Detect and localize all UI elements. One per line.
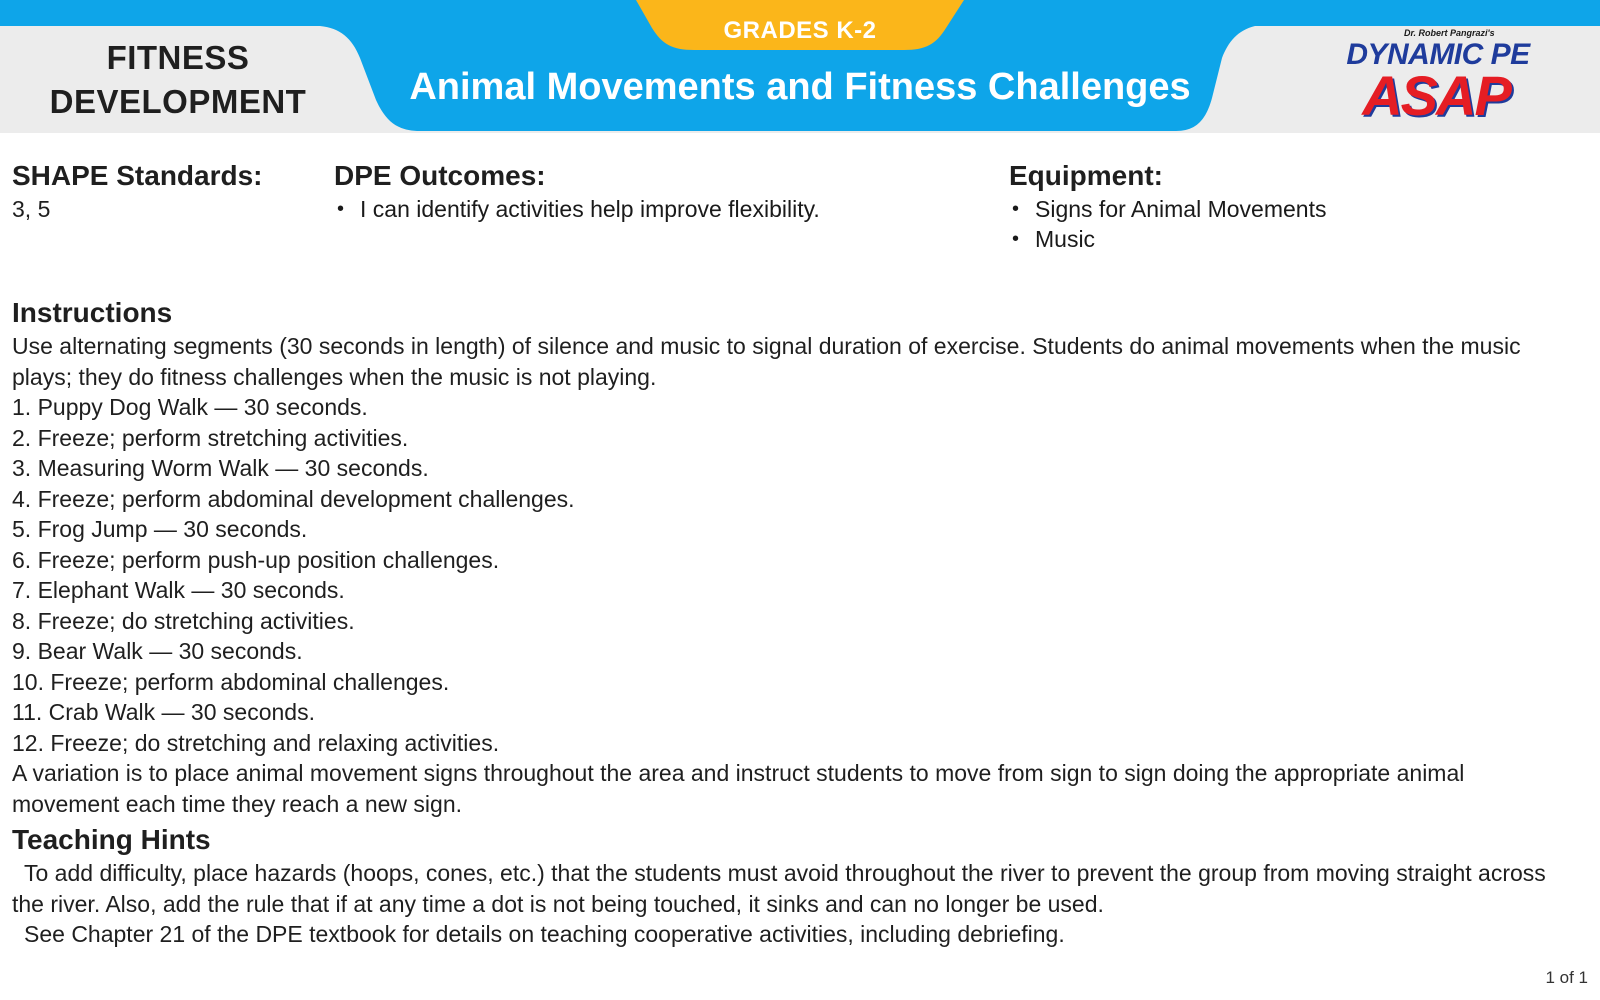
shape-standards-section xyxy=(12,158,312,224)
dpe-outcomes-list xyxy=(334,194,974,224)
bullet-icon: • xyxy=(337,198,345,220)
logo-brand: DYNAMIC PE xyxy=(1346,38,1530,71)
section-title xyxy=(20,36,336,124)
shape-standards-heading: SHAPE Standards: xyxy=(12,160,263,191)
list-item: 3. Measuring Worm Walk — 30 seconds. xyxy=(12,455,429,481)
list-item: 1. Puppy Dog Walk — 30 seconds. xyxy=(12,394,368,420)
list-item: 4. Freeze; perform abdominal development challenges. xyxy=(12,485,575,512)
list-item: • Music xyxy=(1012,226,1096,252)
teaching-hints-paragraph: To add difficulty, place hazards (hoops, cones, etc.) that the students must avoid throughout the river to prevent the group from moving straight across the river. Also, add the rule that if at any time a dot is not being touched, it sinks and can no longer be used. xyxy=(12,860,1546,917)
list-item: 10. Freeze; perform abdominal challenges. xyxy=(12,668,450,695)
list-item: 9. Bear Walk — 30 seconds. xyxy=(12,638,303,664)
list-item: • Signs for Animal Movements xyxy=(1012,196,1327,222)
dpe-outcomes-section xyxy=(334,158,974,224)
list-item: 8. Freeze; do stretching activities. xyxy=(12,607,355,634)
instructions-heading: Instructions xyxy=(12,297,173,328)
teaching-hints-heading: Teaching Hints xyxy=(12,824,211,855)
page-title: Animal Movements and Fitness Challenges xyxy=(409,66,1191,108)
list-item: 5. Frog Jump — 30 seconds. xyxy=(12,516,308,542)
shape-standards-value: 3, 5 xyxy=(12,196,51,222)
page-number: 1 of 1 xyxy=(1545,968,1588,987)
dpe-outcomes-heading: DPE Outcomes: xyxy=(334,160,546,191)
instructions-intro: Use alternating segments (30 seconds in length) of silence and music to signal duration of exercise. Students do animal movements when the music plays; they do fitness challenges when the music is not playing. xyxy=(12,333,1521,390)
equipment-heading: Equipment: xyxy=(1009,160,1163,191)
teaching-hints-section xyxy=(12,822,1572,950)
bullet-icon: • xyxy=(1012,198,1020,220)
logo-brand-asap: ASAP xyxy=(1362,64,1510,127)
instructions-steps xyxy=(12,392,1572,758)
instructions-variation: A variation is to place animal movement signs throughout the area and instruct students to move from sign to sign doing the appropriate animal movement each time they reach a new sign. xyxy=(12,760,1465,817)
list-item: 2. Freeze; perform stretching activities. xyxy=(12,424,409,451)
equipment-list xyxy=(1009,194,1569,254)
list-item: • I can identify activities help improve flexibility. xyxy=(337,196,820,222)
equipment-section xyxy=(1009,158,1569,254)
list-item: 7. Elephant Walk — 30 seconds. xyxy=(12,577,345,603)
section-title-line2: DEVELOPMENT xyxy=(49,83,307,120)
instructions-section xyxy=(12,295,1572,819)
logo-byline: Dr. Robert Pangrazi's xyxy=(1404,28,1495,38)
section-title-line1: FITNESS xyxy=(106,39,250,76)
list-item: 11. Crab Walk — 30 seconds. xyxy=(12,699,315,725)
grades-badge: GRADES K-2 xyxy=(723,17,877,44)
page-header xyxy=(0,0,1600,133)
teaching-hints-paragraph: See Chapter 21 of the DPE textbook for details on teaching cooperative activities, including debriefing. xyxy=(24,921,1065,947)
bullet-icon: • xyxy=(1012,228,1020,250)
list-item: 12. Freeze; do stretching and relaxing activities. xyxy=(12,729,500,756)
dynamic-pe-asap-logo xyxy=(1338,28,1538,128)
list-item: 6. Freeze; perform push-up position challenges. xyxy=(12,546,500,573)
